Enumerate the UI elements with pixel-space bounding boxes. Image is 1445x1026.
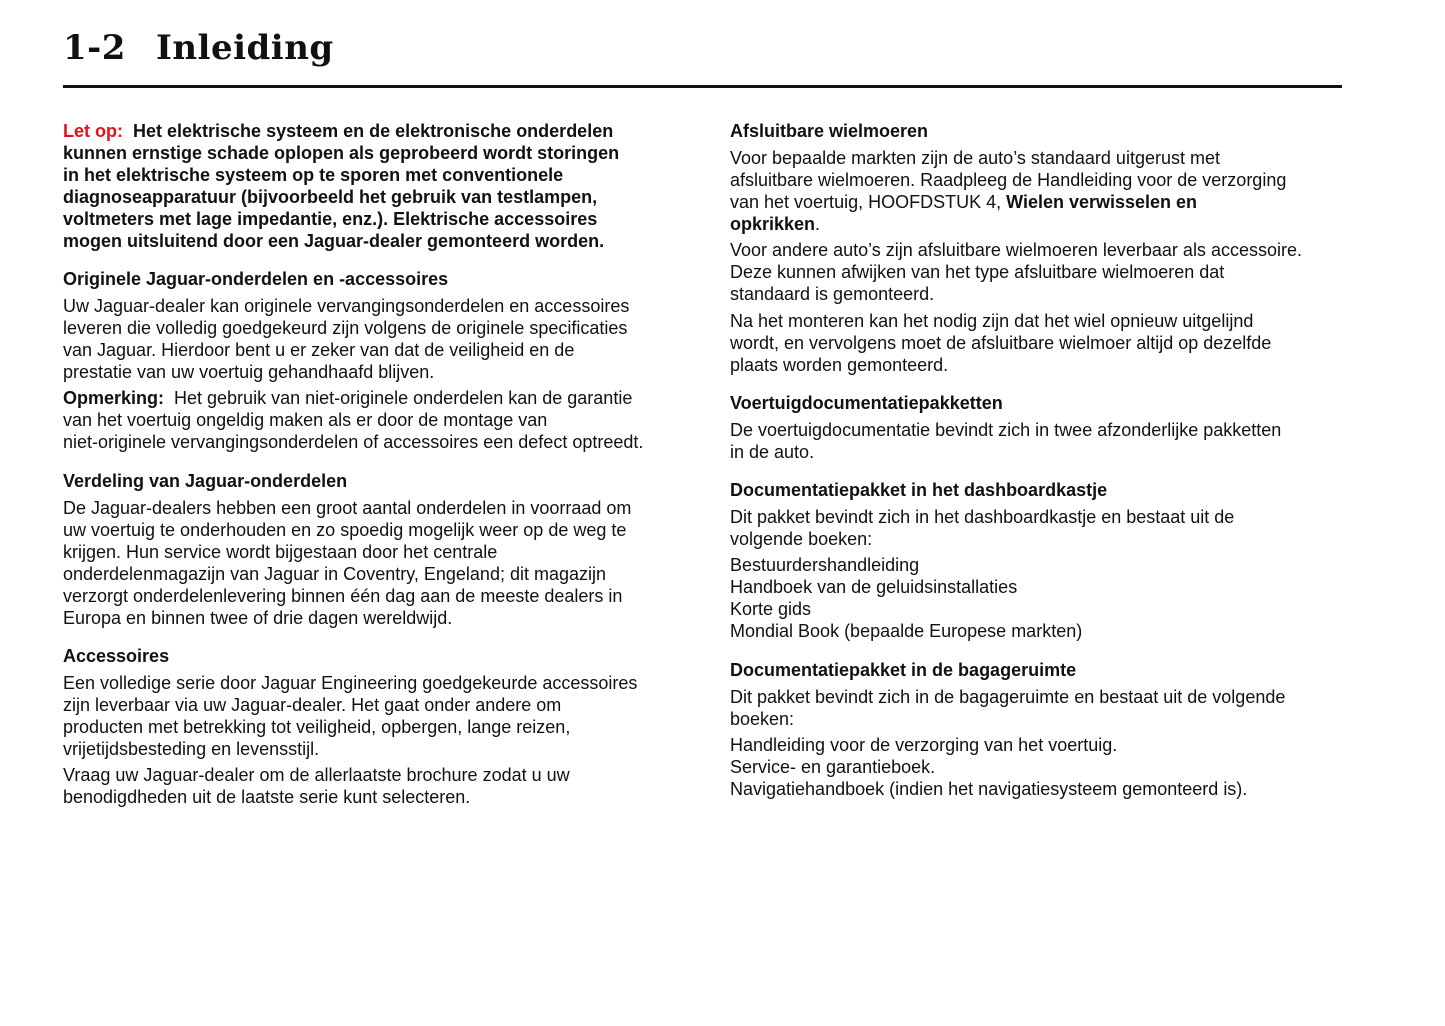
header-rule: [63, 85, 1342, 88]
text-line: Uw Jaguar-dealer kan originele vervangingsonderdelen en accessoires: [63, 296, 630, 316]
text-line: De Jaguar-dealers hebben een groot aantal onderdelen in voorraad om: [63, 498, 632, 518]
text-line: [730, 213, 1286, 235]
text-line: [730, 191, 1286, 213]
text-segment: Het gebruik van niet-originele onderdelen kan de garantie: [164, 388, 633, 408]
text-line: [63, 645, 169, 667]
paragraph: [730, 239, 1302, 305]
text-line: [63, 120, 619, 142]
text-line: [63, 387, 643, 409]
section-heading: [730, 120, 928, 142]
paragraph: [730, 147, 1286, 235]
text-line: wordt, en vervolgens moet de afsluitbare wielmoer altijd op dezelfde: [730, 333, 1272, 353]
text-line: niet-originele vervangingsonderdelen of accessoires een defect optreedt.: [63, 432, 644, 452]
text-line: [63, 230, 619, 252]
paragraph: [730, 506, 1234, 550]
chapter-title: Inleiding: [155, 28, 334, 68]
text-segment: Wielen verwisselen en: [1006, 192, 1198, 212]
text-segment: Het elektrische systeem en de elektronische onderdelen: [123, 121, 614, 141]
section-heading: [63, 645, 169, 667]
text-line: Deze kunnen afwijken van het type afsluitbare wielmoeren dat: [730, 262, 1225, 282]
text-line: van het voertuig ongeldig maken als er door de montage van: [63, 410, 548, 430]
text-line: uw voertuig te onderhouden en zo spoedig mogelijk weer op de weg te: [63, 520, 627, 540]
paragraph: [63, 764, 570, 808]
text-line: volgende boeken:: [730, 529, 873, 549]
text-line: producten met betrekking tot veiligheid, opbergen, lange reizen,: [63, 717, 571, 737]
text-line: [63, 186, 619, 208]
book-list: [730, 554, 1082, 642]
text-line: boeken:: [730, 709, 795, 729]
warning-note: [63, 120, 619, 252]
text-line: Dit pakket bevindt zich in het dashboardkastje en bestaat uit de: [730, 507, 1235, 527]
text-line: Mondial Book (bepaalde Europese markten): [730, 621, 1083, 641]
text-segment: .: [815, 214, 821, 234]
text-line: Na het monteren kan het nodig zijn dat het wiel opnieuw uitgelijnd: [730, 311, 1254, 331]
text-line: Vraag uw Jaguar-dealer om de allerlaatste brochure zodat u uw: [63, 765, 570, 785]
text-segment: opkrikken: [730, 214, 816, 234]
section-heading: [730, 479, 1107, 501]
heading-text: Originele Jaguar-onderdelen en -accessoires: [63, 269, 449, 289]
text-line: [730, 479, 1107, 501]
heading-text: Voertuigdocumentatiepakketten: [730, 393, 1003, 413]
text-line: [730, 120, 928, 142]
text-line: benodigdheden uit de laatste serie kunt selecteren.: [63, 787, 471, 807]
text-line: verzorgt onderdelenlevering binnen één dag aan de meeste dealers in: [63, 586, 623, 606]
text-segment: kunnen ernstige schade oplopen als geprobeerd wordt storingen: [63, 143, 620, 163]
text-line: Handboek van de geluidsinstallaties: [730, 577, 1018, 597]
text-line: Service- en garantieboek.: [730, 757, 936, 777]
text-line: Navigatiehandboek (indien het navigatiesysteem gemonteerd is).: [730, 779, 1248, 799]
text-line: [63, 164, 619, 186]
text-line: zijn leverbaar via uw Jaguar-dealer. Het gaat onder andere om: [63, 695, 562, 715]
text-segment: diagnoseapparatuur (bijvoorbeeld het gebruik van testlampen,: [63, 187, 598, 207]
warning-label: Let op:: [63, 121, 123, 141]
text-line: Voor andere auto’s zijn afsluitbare wielmoeren leverbaar als accessoire.: [730, 240, 1302, 260]
text-line: [730, 392, 1003, 414]
text-line: Dit pakket bevindt zich in de bagageruimte en bestaat uit de volgende: [730, 687, 1286, 707]
paragraph: [730, 419, 1281, 463]
text-segment: in het elektrische systeem op te sporen met conventionele: [63, 165, 564, 185]
text-line: vrijetijdsbesteding en levensstijl.: [63, 739, 320, 759]
text-segment: voltmeters met lage impedantie, enz.). Elektrische accessoires: [63, 209, 598, 229]
text-line: Korte gids: [730, 599, 812, 619]
text-line: plaats worden gemonteerd.: [730, 355, 949, 375]
chapter-number: 1-2: [63, 28, 126, 68]
section-heading: [63, 470, 347, 492]
heading-text: Afsluitbare wielmoeren: [730, 121, 929, 141]
text-line: Europa en binnen twee of drie dagen wereldwijd.: [63, 608, 453, 628]
paragraph: [63, 497, 631, 629]
section-heading: [63, 268, 448, 290]
text-line: Handleiding voor de verzorging van het voertuig.: [730, 735, 1118, 755]
heading-text: Documentatiepakket in de bagageruimte: [730, 660, 1077, 680]
text-line: [63, 470, 347, 492]
heading-text: Verdeling van Jaguar-onderdelen: [63, 471, 348, 491]
text-line: [63, 208, 619, 230]
text-line: afsluitbare wielmoeren. Raadpleeg de Handleiding voor de verzorging: [730, 170, 1287, 190]
text-line: [730, 659, 1076, 681]
heading-text: Accessoires: [63, 646, 170, 666]
text-line: van Jaguar. Hierdoor bent u er zeker van dat de veiligheid en de: [63, 340, 575, 360]
paragraph: [730, 686, 1285, 730]
text-line: standaard is gemonteerd.: [730, 284, 935, 304]
heading-text: Documentatiepakket in het dashboardkastje: [730, 480, 1108, 500]
paragraph: [63, 672, 637, 760]
text-line: krijgen. Hun service wordt bijgestaan door het centrale: [63, 542, 498, 562]
text-segment: Opmerking:: [63, 388, 165, 408]
remark-paragraph: [63, 387, 643, 453]
text-line: Bestuurdershandleiding: [730, 555, 920, 575]
text-line: onderdelenmagazijn van Jaguar in Coventry, Engeland; dit magazijn: [63, 564, 606, 584]
paragraph: [63, 295, 629, 383]
text-line: De voertuigdocumentatie bevindt zich in twee afzonderlijke pakketten: [730, 420, 1282, 440]
section-heading: [730, 659, 1076, 681]
text-line: Voor bepaalde markten zijn de auto’s standaard uitgerust met: [730, 148, 1220, 168]
text-line: [63, 142, 619, 164]
page-title: [63, 28, 334, 68]
text-line: Een volledige serie door Jaguar Engineering goedgekeurde accessoires: [63, 673, 638, 693]
text-line: prestatie van uw voertuig gehandhaafd blijven.: [63, 362, 435, 382]
text-line: [63, 268, 448, 290]
text-segment: mogen uitsluitend door een Jaguar-dealer gemonteerd worden.: [63, 231, 605, 251]
text-segment: van het voertuig, HOOFDSTUK 4,: [730, 192, 1007, 212]
text-line: leveren die volledig goedgekeurd zijn volgens de originele specificaties: [63, 318, 628, 338]
paragraph: [730, 310, 1271, 376]
section-heading: [730, 392, 1003, 414]
book-list: [730, 734, 1247, 800]
text-line: in de auto.: [730, 442, 815, 462]
